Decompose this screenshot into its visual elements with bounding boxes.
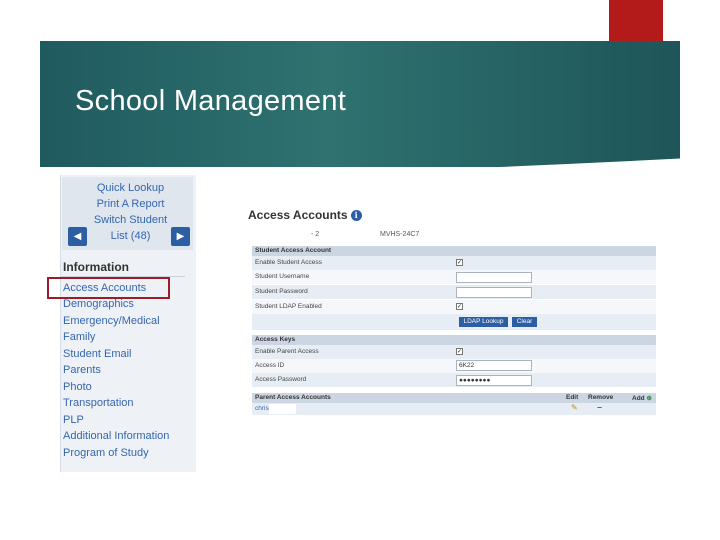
ldap-lookup-button[interactable]: LDAP Lookup <box>459 317 508 327</box>
sidebar-item-student-email[interactable]: Student Email <box>63 348 132 360</box>
quick-lookup-link[interactable]: Quick Lookup <box>96 182 165 194</box>
sidebar-item-demographics[interactable]: Demographics <box>63 298 134 310</box>
access-password-label: Access Password <box>255 376 307 383</box>
add-label: Add <box>632 395 645 402</box>
sidebar-item-access-accounts[interactable]: Access Accounts <box>63 282 147 294</box>
triangle-right-icon: ▶ <box>176 231 185 242</box>
ldap-button-row <box>252 314 656 330</box>
student-meta-right: MVHS-24C7 <box>380 231 420 238</box>
enable-student-access-label: Enable Student Access <box>255 259 322 266</box>
sidebar-item-plp[interactable]: PLP <box>63 414 84 426</box>
student-meta-left: - 2 <box>311 231 320 238</box>
access-keys-header: Access Keys <box>252 335 656 345</box>
access-id-field[interactable]: 6K22 <box>456 360 532 371</box>
access-id-row <box>252 359 656 373</box>
next-student-button[interactable] <box>171 227 190 246</box>
title-banner <box>40 41 680 167</box>
sidebar-item-family[interactable]: Family <box>63 331 96 343</box>
access-id-label: Access ID <box>255 362 285 369</box>
sidebar-item-additional-information[interactable]: Additional Information <box>63 430 170 442</box>
student-username-field[interactable] <box>456 272 532 283</box>
enable-parent-access-row <box>252 345 656 359</box>
page-title-text: Access Accounts <box>248 208 348 222</box>
redaction-box <box>269 404 296 414</box>
sidebar-item-emergency-medical[interactable]: Emergency/Medical <box>63 315 160 327</box>
page-title <box>248 208 362 222</box>
print-report-link[interactable]: Print A Report <box>96 198 165 210</box>
student-ldap-checkbox[interactable]: ✓ <box>457 304 463 310</box>
add-column-header[interactable] <box>632 394 652 402</box>
parent-account-row <box>252 403 656 415</box>
info-icon[interactable]: i <box>351 210 362 221</box>
student-password-row <box>252 285 656 299</box>
parent-accounts-header: Parent Access Accounts <box>252 393 656 403</box>
student-password-label: Student Password <box>255 288 308 295</box>
edit-icon[interactable]: ✎ <box>571 403 578 412</box>
student-access-header: Student Access Account <box>252 246 656 256</box>
student-username-row <box>252 270 656 284</box>
enable-student-access-row <box>252 256 656 270</box>
information-heading: Information <box>63 260 129 274</box>
sidebar-item-parents[interactable]: Parents <box>63 364 101 376</box>
access-password-row <box>252 373 656 387</box>
remove-icon[interactable]: – <box>597 402 603 412</box>
enable-student-access-checkbox[interactable]: ✓ <box>457 260 463 266</box>
clear-button[interactable]: Clear <box>512 317 537 327</box>
student-username-label: Student Username <box>255 273 310 280</box>
selection-highlight <box>47 277 170 299</box>
previous-student-button[interactable] <box>68 227 87 246</box>
parent-account-name[interactable]: chris <box>255 405 269 412</box>
enable-parent-access-label: Enable Parent Access <box>255 348 319 355</box>
add-icon[interactable]: ⊕ <box>646 395 652 402</box>
edit-column-header: Edit <box>566 394 579 401</box>
enable-parent-access-checkbox[interactable]: ✓ <box>457 349 463 355</box>
student-ldap-row <box>252 300 656 314</box>
student-password-field[interactable] <box>456 287 532 298</box>
remove-column-header: Remove <box>588 394 614 401</box>
sidebar-item-photo[interactable]: Photo <box>63 381 92 393</box>
sidebar-item-program-of-study[interactable]: Program of Study <box>63 447 149 459</box>
switch-student-link[interactable]: Switch Student <box>93 214 168 226</box>
triangle-left-icon: ◀ <box>73 231 82 242</box>
banner-wave <box>40 156 680 167</box>
access-password-field[interactable]: ●●●●●●●● <box>456 375 532 386</box>
sidebar-item-transportation[interactable]: Transportation <box>63 397 134 409</box>
slide-title: School Management <box>75 85 347 117</box>
quick-links-panel <box>62 177 193 250</box>
student-list-link[interactable]: List (48) <box>110 230 151 242</box>
student-ldap-label: Student LDAP Enabled <box>255 303 322 310</box>
